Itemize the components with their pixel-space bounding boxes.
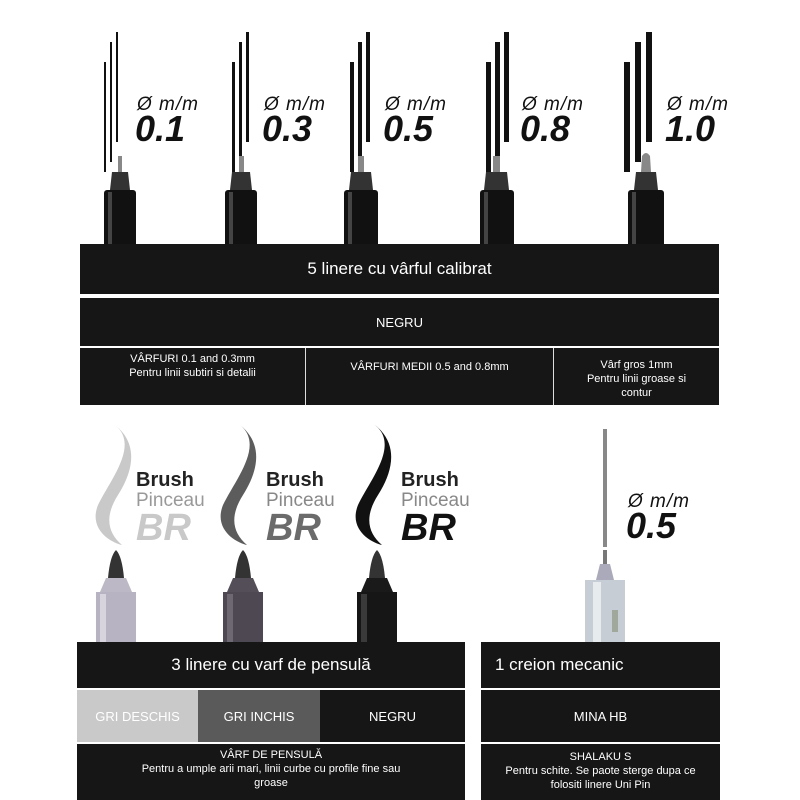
unit-label: Ø m/m	[628, 491, 690, 512]
brush-stroke-black	[356, 425, 392, 545]
medium-tips-title: VÂRFURI MEDII 0.5 and 0.8mm	[350, 361, 509, 373]
swatch-label: GRI DESCHIS	[95, 708, 180, 724]
swatch-label: GRI INCHIS	[223, 708, 295, 724]
pencil-title-banner	[481, 642, 720, 688]
size-value: 1.0	[665, 108, 716, 149]
thick-tip-title: Vârf gros 1mm	[600, 359, 673, 371]
liner-tip-0.3	[225, 156, 257, 248]
brush-tip-black	[357, 550, 397, 646]
swatch-dark-gray	[198, 690, 320, 742]
size-value: 0.1	[135, 108, 186, 149]
liner-tip-0.8	[480, 156, 514, 248]
swatch-light-gray	[77, 690, 198, 742]
liners-color-label: NEGRU	[376, 314, 423, 330]
brush-desc-title: VÂRF DE PENSULĂ	[219, 749, 323, 761]
liners-title-banner	[80, 244, 719, 294]
liner-tip-0.5	[344, 156, 378, 248]
size-value: 0.5	[626, 505, 677, 546]
brush-label-dark	[266, 470, 335, 547]
liners-title: 5 linere cu vârful calibrat	[307, 259, 492, 278]
brush-pen-tips	[0, 550, 800, 646]
pencil-lead-row	[481, 690, 720, 742]
liner-tip-0.1	[104, 156, 136, 248]
mechanical-pencil-tip	[585, 550, 625, 646]
brush-color-swatches	[77, 690, 465, 742]
brush-stroke-dark	[221, 425, 257, 545]
swatch-label: NEGRU	[369, 708, 416, 724]
pencil-lead-label: MINA HB	[573, 708, 628, 724]
unit-label: Ø m/m	[667, 94, 729, 115]
brush-word: Brush	[136, 469, 194, 491]
pencil-desc-title: SHALAKU S	[569, 751, 632, 763]
pencil-line	[603, 429, 607, 547]
pinceau-word: Pinceau	[136, 490, 205, 511]
brush-desc-panel	[77, 744, 465, 800]
pencil-desc-line1: Pentru schite. Se paote sterge dupa ce	[505, 765, 696, 777]
brush-tip-dark	[223, 550, 263, 646]
br-code: BR	[401, 507, 456, 549]
brush-word: Brush	[401, 469, 459, 491]
brush-tip-light	[96, 550, 136, 646]
liners-color-row	[80, 298, 719, 346]
pencil-desc-panel	[481, 744, 720, 800]
brush-label-light	[136, 470, 205, 547]
br-code: BR	[136, 507, 191, 549]
liners-medium-tips-cell	[306, 348, 554, 405]
brush-stroke-light	[96, 425, 132, 545]
unit-label: Ø m/m	[137, 94, 199, 115]
pencil-title: 1 creion mecanic	[495, 655, 624, 674]
swatch-black	[320, 690, 465, 742]
brush-title-banner	[77, 642, 465, 688]
liners-thick-tip-cell	[554, 348, 719, 405]
unit-label: Ø m/m	[385, 94, 447, 115]
liners-fine-tips-cell	[80, 348, 306, 405]
pinceau-word: Pinceau	[401, 490, 470, 511]
pencil-size-label	[626, 491, 690, 546]
liner-pen-tips	[0, 150, 800, 250]
liner-tip-1.0	[628, 153, 664, 248]
unit-label: Ø m/m	[522, 94, 584, 115]
br-code: BR	[266, 507, 321, 549]
fine-tips-desc: Pentru linii subtiri si detalii	[129, 367, 256, 379]
brush-title: 3 linere cu varf de pensulă	[171, 655, 371, 674]
size-value: 0.5	[383, 108, 434, 149]
brush-desc-line1: Pentru a umple arii mari, linii curbe cu profile fine sau	[141, 763, 401, 775]
unit-label: Ø m/m	[264, 94, 326, 115]
thick-tip-desc-1: Pentru linii groase si	[586, 373, 687, 385]
thick-tip-desc-2: contur	[621, 387, 652, 399]
brush-label-black	[401, 470, 470, 547]
brush-word: Brush	[266, 469, 324, 491]
liners-tip-table	[80, 348, 719, 405]
fine-tips-title: VÂRFURI 0.1 and 0.3mm	[130, 353, 255, 365]
size-value: 0.8	[520, 108, 571, 149]
pencil-desc-line2: folositi linere Uni Pin	[550, 779, 651, 791]
pinceau-word: Pinceau	[266, 490, 335, 511]
brush-desc-line2: groase	[254, 777, 288, 789]
size-value: 0.3	[262, 108, 313, 149]
